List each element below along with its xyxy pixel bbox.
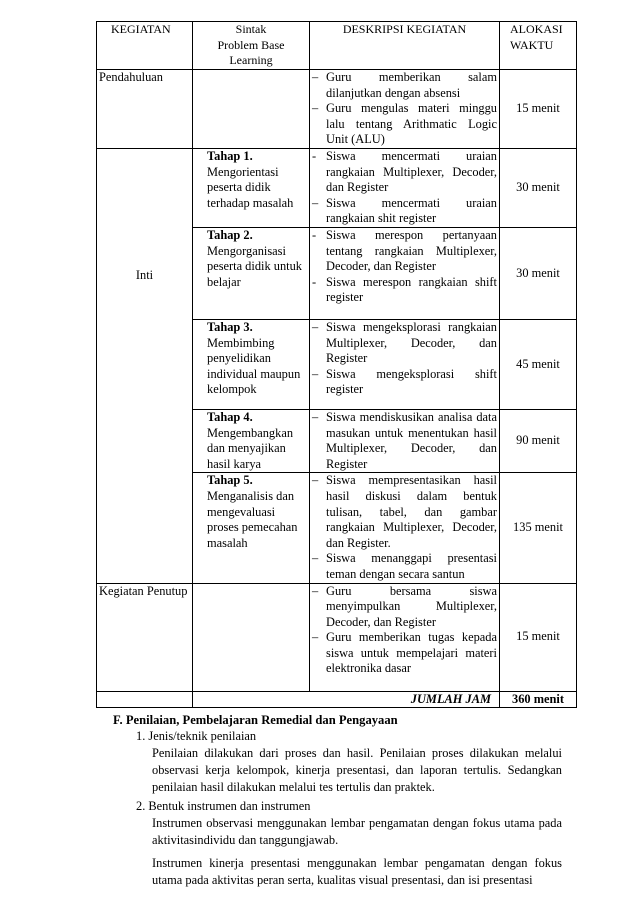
cell-kegiatan-penutup: Kegiatan Penutup (97, 583, 193, 691)
tahap-name: Membimbing penyelidikan individual maupun kelompok (207, 335, 301, 397)
list-item: – Siswa mempresentasikan hasil hasil diskusi dalam bentuk tulisan, tabel, dan gambar rangkaian Multiplexer, Decoder, dan Register. (312, 473, 497, 550)
item-2-paragraph-2: Instrumen kinerja presentasi menggunakan lembar pengamatan dengan fokus utama pada aktivitas peran serta, kualitas visual presentasi, dan isi presentasi (152, 856, 562, 887)
list-item: - Siswa merespon rangkaian shift register (312, 274, 497, 305)
cell-tahap-1 (193, 149, 310, 228)
list-item: – Guru mengulas materi minggu lalu tentang Arithmatic Logic Unit (ALU) (312, 101, 497, 147)
cell-alokasi-pendahuluan: 15 menit (500, 70, 577, 149)
total-value: 360 menit (500, 691, 577, 707)
cell-alokasi-tahap-5: 135 menit (500, 473, 577, 583)
cell-sintak-empty (193, 70, 310, 149)
cell-tahap-5 (193, 473, 310, 583)
list-item: – Siswa mengeksplorasi rangkaian Multiplexer, Decoder, dan Register (312, 319, 497, 366)
item-1-label: 1. Jenis/teknik penilaian (136, 729, 257, 743)
header-deskripsi: DESKRIPSI KEGIATAN (310, 22, 500, 70)
list-item: – Siswa menanggapi presentasi teman dengan secara santun (312, 551, 497, 581)
item-1-paragraph: Penilaian dilakukan dari proses dan hasil. Penilaian proses dilakukan melalui observasi kerja kelompok, kinerja presentasi, dan laporan tertulis. Sedangkan penilaian hasil dilakukan melalui tes tertulis dan praktek. (152, 746, 562, 794)
cell-desc-tahap-3 (310, 319, 500, 409)
table-header-row (97, 22, 577, 70)
tahap-title: Tahap 3. (207, 319, 253, 334)
section-title: F. Penilaian, Pembelajaran Remedial dan Pengayaan (113, 713, 398, 727)
list-item: - Siswa mencermati uraian rangkaian Multiplexer, Decoder, dan Register (312, 149, 497, 195)
header-kegiatan: KEGIATAN (97, 22, 193, 70)
tahap-title: Tahap 4. (207, 409, 253, 424)
list-item: – Guru memberikan salam dilanjutkan dengan absensi (312, 70, 497, 100)
cell-desc-tahap-5 (310, 473, 500, 583)
header-alokasi-line2: WAKTU (510, 37, 554, 52)
cell-desc-tahap-4 (310, 409, 500, 472)
header-alokasi (500, 22, 577, 70)
inti-label: Inti (135, 267, 154, 282)
cell-desc-tahap-2 (310, 227, 500, 319)
row-inti-tahap1 (97, 149, 577, 228)
tahap-title: Tahap 2. (207, 227, 253, 242)
cell-sintak-empty (193, 583, 310, 691)
list-item: – Siswa mencermati uraian rangkaian shit register (312, 195, 497, 226)
list-item: – Guru bersama siswa menyimpulkan Multiplexer, Decoder, dan Register (312, 583, 497, 629)
cell-alokasi-tahap-2: 30 menit (500, 227, 577, 319)
list-item: – Siswa mengeksplorasi shift register (312, 366, 497, 397)
cell-alokasi-tahap-1: 30 menit (500, 149, 577, 228)
tahap-title: Tahap 1. (207, 149, 253, 163)
header-sintak-line2: Problem Base (217, 37, 285, 52)
lesson-activity-table (96, 21, 577, 708)
tahap-name: Mengembangkan dan menyajikan hasil karya (207, 425, 294, 471)
list-item: - Siswa merespon pertanyaan tentang rangkaian Multiplexer, Decoder, dan Register (312, 227, 497, 274)
cell-tahap-4 (193, 409, 310, 472)
tahap-name: Menganalisis dan mengevaluasi proses pemecahan masalah (207, 488, 298, 550)
cell-alokasi-tahap-3: 45 menit (500, 319, 577, 409)
item-2-label: 2. Bentuk instrumen dan instrumen (136, 799, 311, 813)
cell-tahap-3 (193, 319, 310, 409)
cell-tahap-2 (193, 227, 310, 319)
cell-total-empty (97, 691, 193, 707)
cell-alokasi-penutup: 15 menit (500, 583, 577, 691)
total-label: JUMLAH JAM (193, 691, 500, 707)
row-pendahuluan (97, 70, 577, 149)
header-sintak-line1: Sintak (235, 22, 267, 36)
header-sintak (193, 22, 310, 70)
list-item: – Siswa mendiskusikan analisa data masukan untuk menentukan hasil Multiplexer, Decoder, dan Register (312, 409, 497, 471)
cell-desc-penutup (310, 583, 500, 691)
tahap-title: Tahap 5. (207, 473, 253, 488)
list-item: – Guru memberikan tugas kepada siswa untuk mempelajari materi elektronika dasar (312, 630, 497, 676)
cell-kegiatan-pendahuluan: Pendahuluan (97, 70, 193, 149)
cell-alokasi-tahap-4: 90 menit (500, 409, 577, 472)
cell-desc-pendahuluan (310, 70, 500, 149)
tahap-name: Mengorganisasi peserta didik untuk belajar (207, 243, 302, 289)
header-alokasi-line1: ALOKASI (510, 22, 563, 36)
row-total (97, 691, 577, 707)
tahap-name: Mengorientasi peserta didik terhadap masalah (207, 164, 294, 210)
cell-desc-tahap-1 (310, 149, 500, 228)
header-sintak-line3: Learning (229, 53, 273, 68)
cell-kegiatan-inti (97, 149, 193, 584)
item-2-paragraph-1: Instrumen observasi menggunakan lembar pengamatan dengan fokus utama pada aktivitasindividu dan tanggungjawab. (152, 816, 562, 847)
row-penutup (97, 583, 577, 691)
